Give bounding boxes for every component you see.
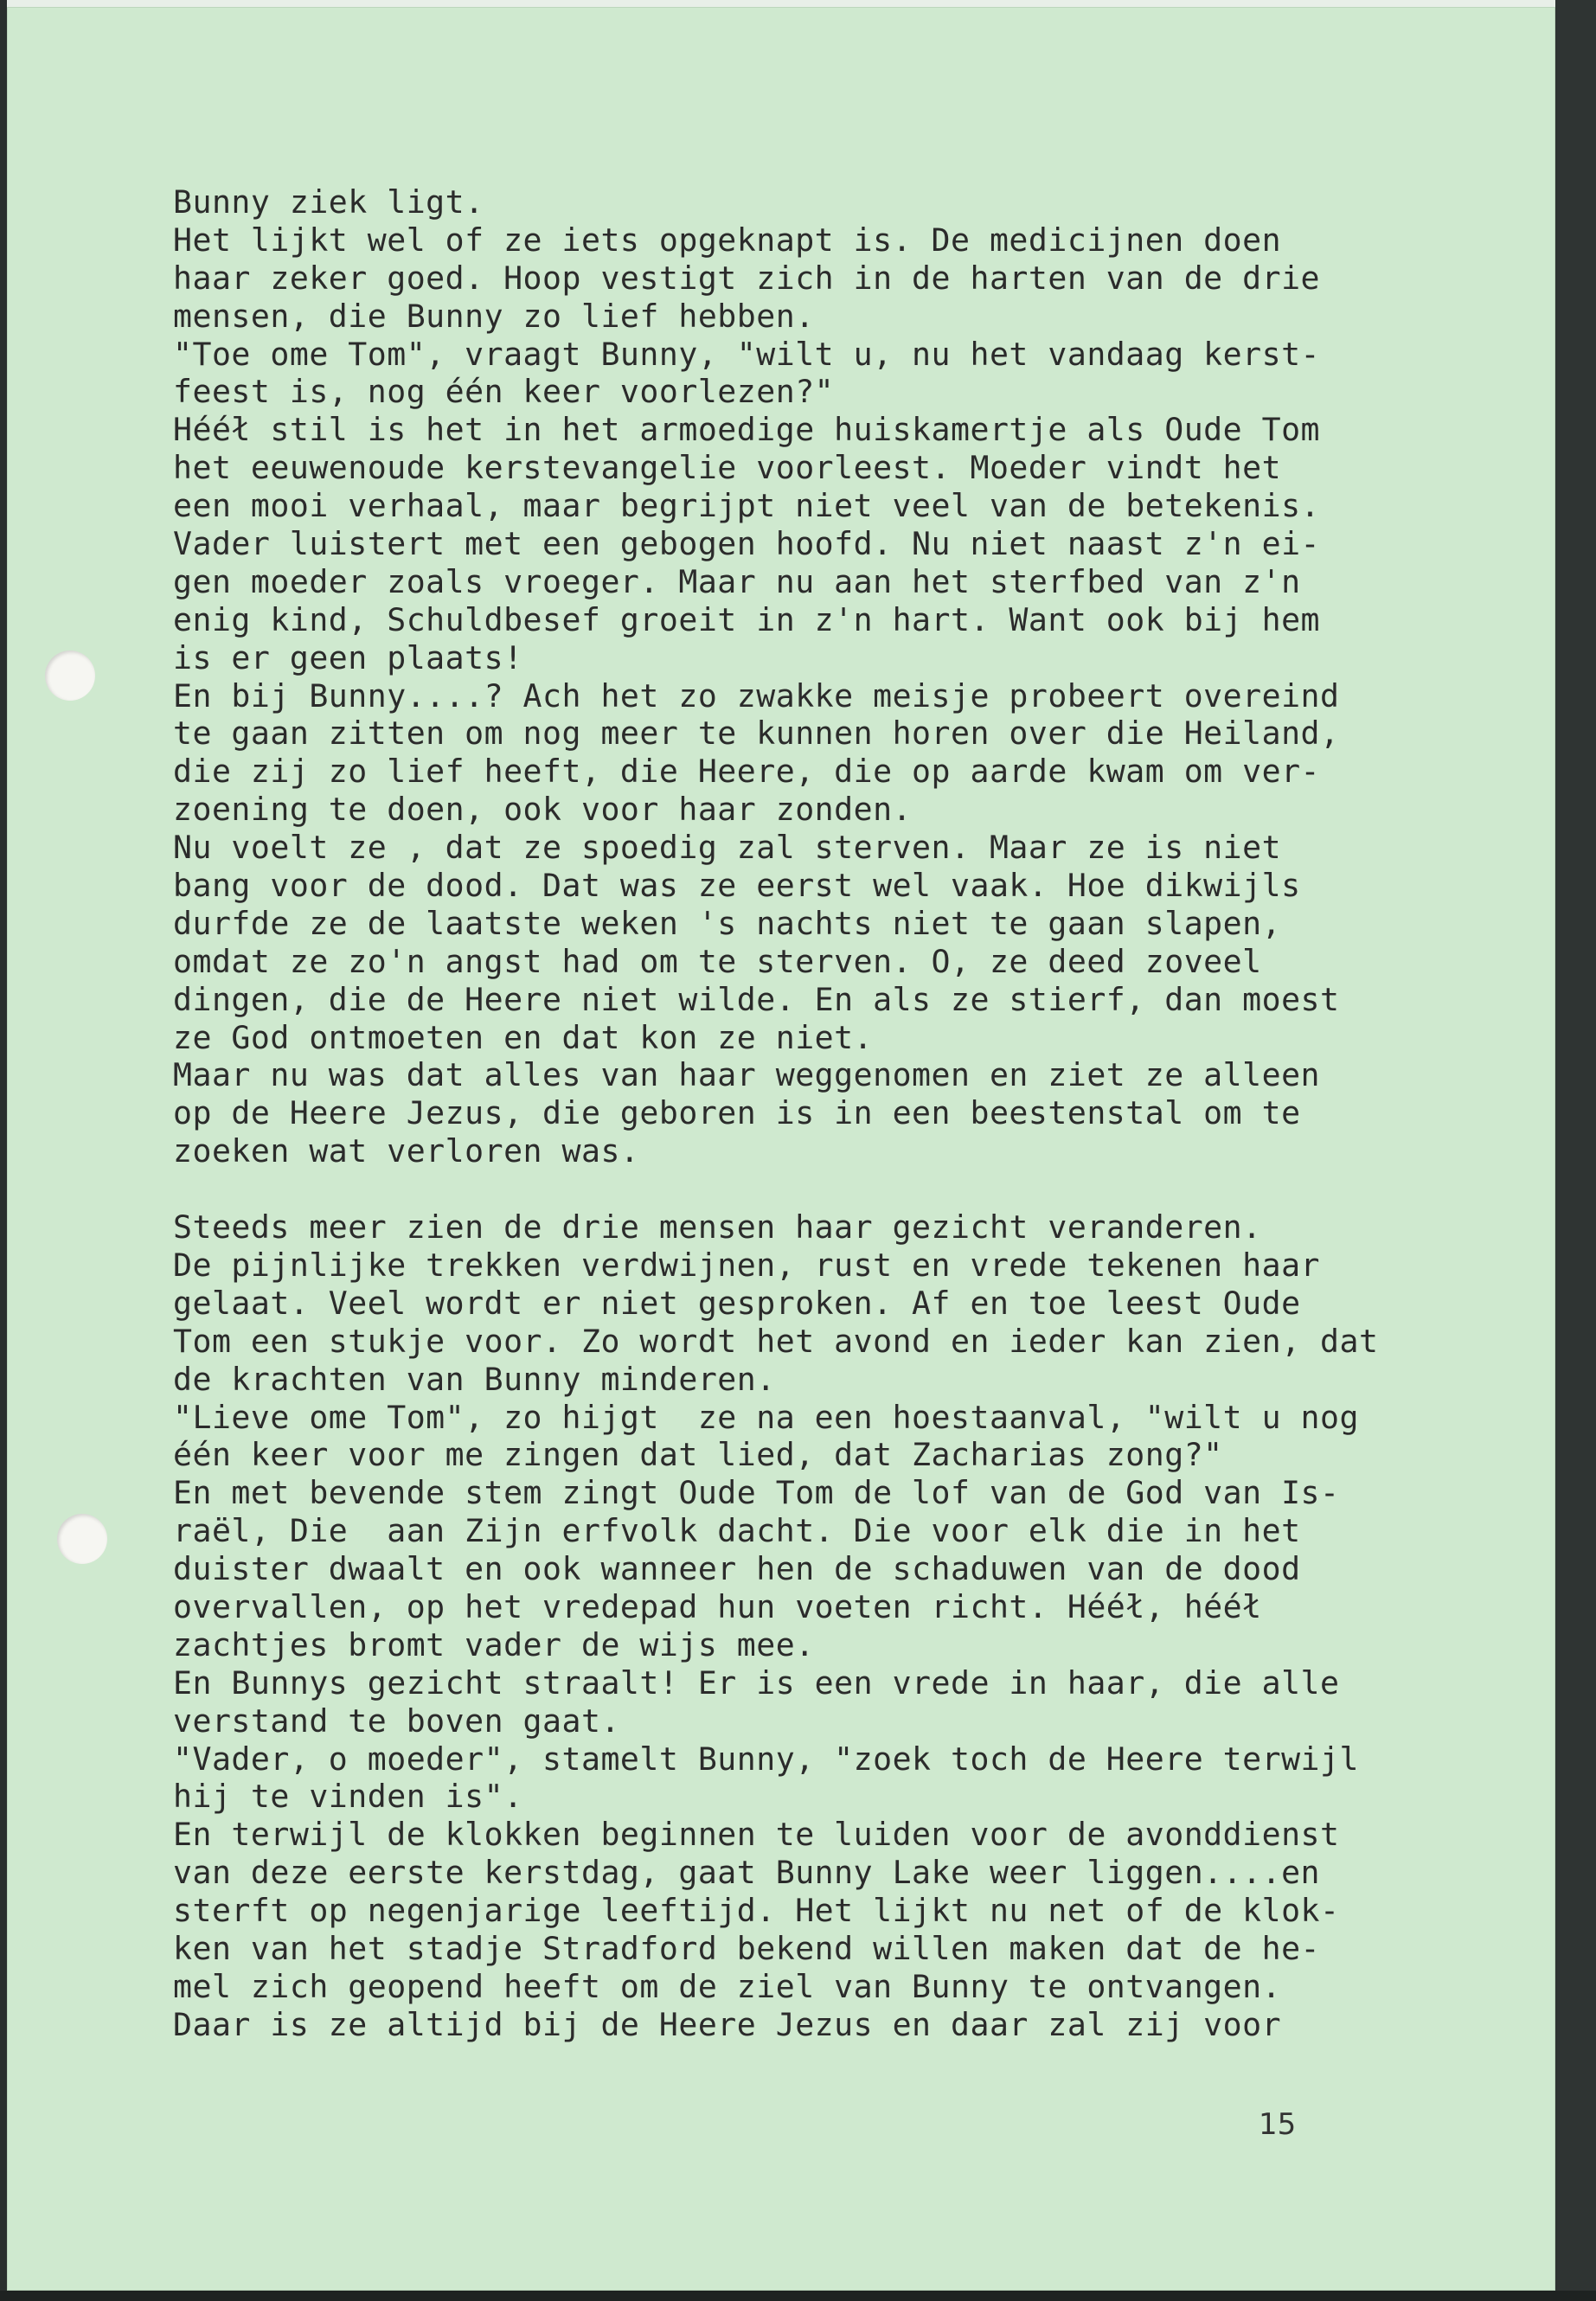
text-line: durfde ze de laatste weken 's nachts niet te gaan slapen,	[173, 904, 1282, 942]
text-line: overvallen, op het vredepad hun voeten richt. Hééł, hééł	[173, 1587, 1262, 1625]
text-line: duister dwaalt en ook wanneer hen de schaduwen van de dood	[173, 1550, 1301, 1588]
text-line: van deze eerste kerstdag, gaat Bunny Lake weer liggen....en	[173, 1854, 1321, 1892]
text-line: En terwijl de klokken beginnen te luiden voor de avonddienst	[173, 1816, 1340, 1854]
text-line: feest is, nog één keer voorlezen?"	[173, 373, 835, 411]
page-number: 15	[1259, 2107, 1297, 2142]
text-line: één keer voor me zingen dat lied, dat Zacharias zong?"	[173, 1436, 1223, 1474]
text-line: Hééł stil is het in het armoedige huiskamertje als Oude Tom	[173, 411, 1321, 449]
text-line: Daar is ze altijd bij de Heere Jezus en daar zal zij voor	[173, 2005, 1282, 2043]
text-line: op de Heere Jezus, die geboren is in een beestenstal om te	[173, 1094, 1301, 1132]
text-line: Maar nu was dat alles van haar weggenomen en ziet ze alleen	[173, 1056, 1321, 1094]
text-line: mensen, die Bunny zo lief hebben.	[173, 297, 815, 335]
text-line: enig kind, Schuldbesef groeit in z'n hart. Want ook bij hem	[173, 600, 1321, 638]
text-line: zachtjes bromt vader de wijs mee.	[173, 1625, 815, 1663]
text-line: De pijnlijke trekken verdwijnen, rust en vrede tekenen haar	[173, 1246, 1321, 1284]
text-line: die zij zo lief heeft, die Heere, die op aarde kwam om ver-	[173, 753, 1321, 791]
text-line: bang voor de dood. Dat was ze eerst wel vaak. Hoe dikwijls	[173, 867, 1301, 905]
page-top-edge	[7, 0, 1555, 7]
text-line: hij te vinden is".	[173, 1778, 523, 1816]
text-line: gen moeder zoals vroeger. Maar nu aan het sterfbed van z'n	[173, 562, 1301, 600]
text-line: Steeds meer zien de drie mensen haar gezicht veranderen.	[173, 1208, 1262, 1247]
text-line: de krachten van Bunny minderen.	[173, 1360, 776, 1398]
text-line: En met bevende stem zingt Oude Tom de lof van de God van Is-	[173, 1474, 1340, 1512]
text-line: verstand te boven gaat.	[173, 1702, 620, 1740]
text-line: is er geen plaats!	[173, 638, 523, 676]
text-line: het eeuwenoude kerstevangelie voorleest. Moeder vindt het	[173, 449, 1282, 487]
text-line	[173, 1170, 1384, 1208]
text-line: "Lieve ome Tom", zo hijgt ze na een hoestaanval, "wilt u nog	[173, 1398, 1359, 1436]
text-line: En Bunnys gezicht straalt! Er is een vrede in haar, die alle	[173, 1663, 1340, 1702]
binder-edge	[1555, 0, 1596, 2301]
text-line: te gaan zitten om nog meer te kunnen horen over die Heiland,	[173, 715, 1340, 753]
text-line: omdat ze zo'n angst had om te sterven. O, ze deed zoveel	[173, 942, 1262, 980]
document-body-text	[173, 183, 1384, 2044]
text-line: Het lijkt wel of ze iets opgeknapt is. De medicijnen doen	[173, 221, 1282, 259]
text-line: ken van het stadje Stradford bekend willen maken dat de he-	[173, 1929, 1321, 1967]
punch-hole-top	[45, 651, 95, 701]
text-line: "Toe ome Tom", vraagt Bunny, "wilt u, nu het vandaag kerst-	[173, 335, 1321, 373]
text-line: haar zeker goed. Hoop vestigt zich in de harten van de drie	[173, 259, 1321, 297]
text-line: een mooi verhaal, maar begrijpt niet veel van de betekenis.	[173, 487, 1321, 525]
text-line: Vader luistert met een gebogen hoofd. Nu niet naast z'n ei-	[173, 525, 1321, 563]
text-line: Tom een stukje voor. Zo wordt het avond en ieder kan zien, dat	[173, 1322, 1379, 1360]
text-line: ze God ontmoeten en dat kon ze niet.	[173, 1018, 874, 1056]
text-line: mel zich geopend heeft om de ziel van Bunny te ontvangen.	[173, 1967, 1282, 2005]
text-line: En bij Bunny....? Ach het zo zwakke meisje probeert overeind	[173, 676, 1340, 715]
text-line: zoeken wat verloren was.	[173, 1132, 640, 1170]
text-line: dingen, die de Heere niet wilde. En als ze stierf, dan moest	[173, 980, 1340, 1018]
text-line: Nu voelt ze , dat ze spoedig zal sterven. Maar ze is niet	[173, 829, 1282, 867]
page-bottom-edge	[0, 2291, 1596, 2301]
text-line: zoening te doen, ook voor haar zonden.	[173, 791, 913, 829]
punch-hole-bottom	[57, 1514, 107, 1564]
text-line: Bunny ziek ligt.	[173, 183, 484, 221]
text-line: sterft op negenjarige leeftijd. Het lijkt nu net of de klok-	[173, 1892, 1340, 1930]
text-line: gelaat. Veel wordt er niet gesproken. Af en toe leest Oude	[173, 1284, 1301, 1322]
text-line: "Vader, o moeder", stamelt Bunny, "zoek toch de Heere terwijl	[173, 1740, 1359, 1778]
text-line: raël, Die aan Zijn erfvolk dacht. Die voor elk die in het	[173, 1512, 1301, 1550]
